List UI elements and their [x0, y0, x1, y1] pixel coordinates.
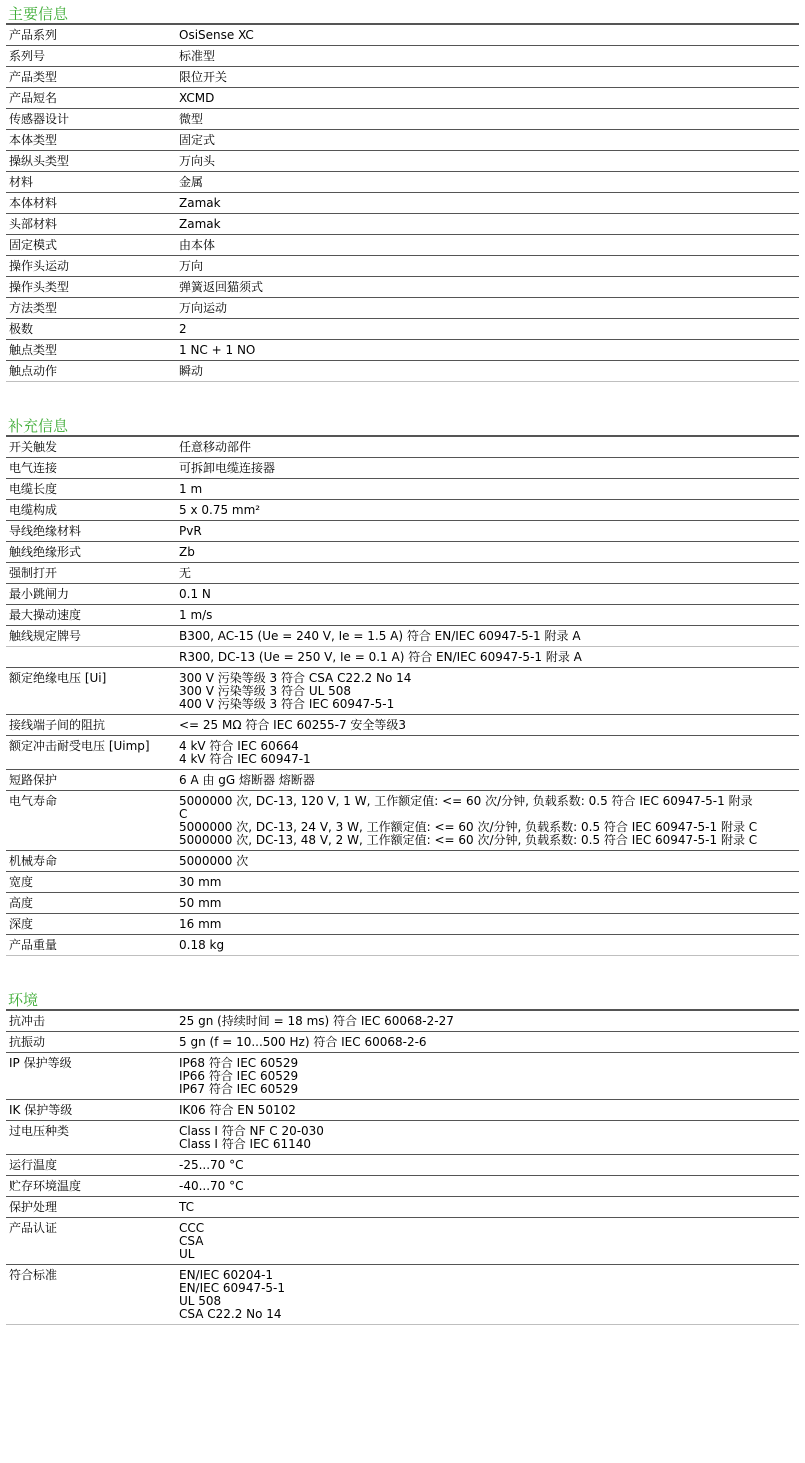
- spec-value: [177, 458, 799, 479]
- spec-value-line: 万向: [179, 259, 204, 273]
- spec-label: 强制打开: [6, 563, 177, 584]
- spec-value-line: 5000000 次, DC-13, 48 V, 2 W, 工作额定值: <= 60 次/分钟, 负载系数: 0.5 符合 IEC 60947-5-1 附录 C: [179, 833, 758, 847]
- spec-row: [6, 1265, 799, 1325]
- spec-value: [177, 46, 799, 67]
- spec-value-line: 300 V 污染等级 3 符合 CSA C22.2 No 14: [179, 671, 412, 685]
- spec-label: 开关触发: [6, 437, 177, 458]
- spec-label: 抗冲击: [6, 1011, 177, 1032]
- spec-value-line: 万向运动: [179, 301, 228, 315]
- spec-value-line: -25...70 °C: [179, 1158, 244, 1172]
- spec-label: 符合标准: [6, 1265, 177, 1325]
- spec-value: [177, 500, 799, 521]
- spec-value: [177, 1197, 799, 1218]
- spec-value-line: EN/IEC 60947-5-1: [179, 1281, 286, 1295]
- spec-label: 操作头类型: [6, 277, 177, 298]
- spec-label: 额定冲击耐受电压 [Uimp]: [6, 736, 177, 770]
- spec-value-line: 400 V 污染等级 3 符合 IEC 60947-5-1: [179, 697, 395, 711]
- spec-row: [6, 914, 799, 935]
- spec-value: [177, 340, 799, 361]
- spec-label: 保护处理: [6, 1197, 177, 1218]
- spec-row: [6, 277, 799, 298]
- spec-value: [177, 626, 799, 647]
- spec-value-line: PvR: [179, 524, 202, 538]
- spec-label: 产品类型: [6, 67, 177, 88]
- spec-row: [6, 626, 799, 647]
- spec-row: [6, 872, 799, 893]
- spec-label: 传感器设计: [6, 109, 177, 130]
- spec-row: [6, 584, 799, 605]
- spec-row: [6, 319, 799, 340]
- spec-label: 触点类型: [6, 340, 177, 361]
- section-title: 环境: [6, 992, 799, 1011]
- spec-value-line: 1 NC + 1 NO: [179, 343, 256, 357]
- spec-value-line: CSA: [179, 1234, 204, 1248]
- spec-label: 头部材料: [6, 214, 177, 235]
- spec-value-line: Zamak: [179, 217, 221, 231]
- spec-value: [177, 256, 799, 277]
- spec-value: [177, 193, 799, 214]
- spec-value-line: CCC: [179, 1221, 205, 1235]
- spec-row: [6, 1100, 799, 1121]
- spec-table: [6, 437, 799, 956]
- spec-value-line: UL: [179, 1247, 195, 1261]
- spec-value: [177, 605, 799, 626]
- spec-label: 导线绝缘材料: [6, 521, 177, 542]
- spec-value: [177, 235, 799, 256]
- spec-value-line: R300, DC-13 (Ue = 250 V, Ie = 0.1 A) 符合 EN/IEC 60947-5-1 附录 A: [179, 650, 582, 664]
- spec-value: [177, 298, 799, 319]
- spec-value-line: Class I 符合 NF C 20-030: [179, 1124, 324, 1138]
- spec-label: [6, 647, 177, 668]
- spec-value-line: EN/IEC 60204-1: [179, 1268, 274, 1282]
- spec-value-line: 0.18 kg: [179, 938, 225, 952]
- spec-value: [177, 668, 799, 715]
- spec-value: [177, 1011, 799, 1032]
- spec-label: 极数: [6, 319, 177, 340]
- spec-label: 最小跳闸力: [6, 584, 177, 605]
- spec-row: [6, 1197, 799, 1218]
- spec-row: [6, 1121, 799, 1155]
- spec-value: [177, 1100, 799, 1121]
- spec-value-line: 6 A 由 gG 熔断器 熔断器: [179, 773, 315, 787]
- spec-row: [6, 88, 799, 109]
- spec-value: [177, 214, 799, 235]
- spec-row: [6, 298, 799, 319]
- spec-value: [177, 1053, 799, 1100]
- spec-value: [177, 1265, 799, 1325]
- spec-row: [6, 1218, 799, 1265]
- spec-row: [6, 361, 799, 382]
- spec-row: [6, 256, 799, 277]
- spec-label: 高度: [6, 893, 177, 914]
- spec-value: [177, 319, 799, 340]
- spec-value-line: 30 mm: [179, 875, 222, 889]
- spec-value: [177, 1218, 799, 1265]
- spec-label: 系列号: [6, 46, 177, 67]
- spec-label: 本体类型: [6, 130, 177, 151]
- spec-value-line: 限位开关: [179, 70, 228, 84]
- spec-value-line: 5000000 次, DC-13, 24 V, 3 W, 工作额定值: <= 60 次/分钟, 负载系数: 0.5 符合 IEC 60947-5-1 附录 C: [179, 820, 758, 834]
- spec-value-line: TC: [179, 1200, 195, 1214]
- spec-value: [177, 25, 799, 46]
- section-gap: [6, 382, 799, 418]
- spec-row: [6, 668, 799, 715]
- spec-label: 本体材料: [6, 193, 177, 214]
- spec-label: 电气连接: [6, 458, 177, 479]
- spec-value: [177, 715, 799, 736]
- spec-value: [177, 584, 799, 605]
- spec-label: 电缆构成: [6, 500, 177, 521]
- spec-row: [6, 500, 799, 521]
- spec-value: [177, 542, 799, 563]
- spec-row: [6, 542, 799, 563]
- spec-label: 过电压种类: [6, 1121, 177, 1155]
- spec-label: 触线规定牌号: [6, 626, 177, 647]
- spec-row: [6, 1155, 799, 1176]
- spec-value-line: 5000000 次, DC-13, 120 V, 1 W, 工作额定值: <= 60 次/分钟, 负载系数: 0.5 符合 IEC 60947-5-1 附录: [179, 794, 753, 808]
- spec-value-line: 标准型: [179, 49, 216, 63]
- spec-value-line: 瞬动: [179, 364, 204, 378]
- spec-value-line: 金属: [179, 175, 204, 189]
- spec-value: [177, 770, 799, 791]
- spec-row: [6, 1011, 799, 1032]
- spec-value: [177, 914, 799, 935]
- spec-label: IK 保护等级: [6, 1100, 177, 1121]
- spec-value-line: B300, AC-15 (Ue = 240 V, Ie = 1.5 A) 符合 EN/IEC 60947-5-1 附录 A: [179, 629, 581, 643]
- spec-row: [6, 214, 799, 235]
- spec-row: [6, 151, 799, 172]
- spec-label: 产品认证: [6, 1218, 177, 1265]
- spec-value-line: IP67 符合 IEC 60529: [179, 1082, 299, 1096]
- spec-label: 电气寿命: [6, 791, 177, 851]
- spec-value: [177, 521, 799, 542]
- spec-value-line: CSA C22.2 No 14: [179, 1307, 282, 1321]
- spec-value-line: Class I 符合 IEC 61140: [179, 1137, 312, 1151]
- spec-value: [177, 88, 799, 109]
- spec-label: 机械寿命: [6, 851, 177, 872]
- spec-label: 操作头运动: [6, 256, 177, 277]
- spec-value: [177, 893, 799, 914]
- spec-row: [6, 935, 799, 956]
- spec-value: [177, 109, 799, 130]
- spec-row: [6, 521, 799, 542]
- spec-label: IP 保护等级: [6, 1053, 177, 1100]
- spec-value-line: 无: [179, 566, 192, 580]
- spec-value-line: Zamak: [179, 196, 221, 210]
- spec-value-line: IP66 符合 IEC 60529: [179, 1069, 299, 1083]
- spec-label: 固定模式: [6, 235, 177, 256]
- spec-label: 接线端子间的阻抗: [6, 715, 177, 736]
- section-title: 补充信息: [6, 418, 799, 437]
- spec-value-line: 50 mm: [179, 896, 222, 910]
- spec-label: 操纵头类型: [6, 151, 177, 172]
- spec-value-line: C: [179, 807, 188, 821]
- spec-row: [6, 109, 799, 130]
- spec-label: 产品系列: [6, 25, 177, 46]
- spec-value: [177, 872, 799, 893]
- spec-row: [6, 563, 799, 584]
- spec-value-line: 万向头: [179, 154, 216, 168]
- section-environment: [6, 992, 799, 1325]
- spec-label: 宽度: [6, 872, 177, 893]
- spec-label: 额定绝缘电压 [Ui]: [6, 668, 177, 715]
- spec-label: 贮存环境温度: [6, 1176, 177, 1197]
- spec-value-line: 微型: [179, 112, 204, 126]
- spec-value-line: 固定式: [179, 133, 216, 147]
- spec-value-line: 5 gn (f = 10...500 Hz) 符合 IEC 60068-2-6: [179, 1035, 427, 1049]
- spec-value-line: OsiSense XC: [179, 28, 254, 42]
- spec-value-line: 任意移动部件: [179, 440, 252, 454]
- spec-label: 产品重量: [6, 935, 177, 956]
- spec-value-line: 1 m: [179, 482, 203, 496]
- spec-label: 抗振动: [6, 1032, 177, 1053]
- spec-value: [177, 479, 799, 500]
- spec-value-line: 可拆卸电缆连接器: [179, 461, 276, 475]
- spec-value-line: UL 508: [179, 1294, 222, 1308]
- section-gap: [6, 956, 799, 992]
- spec-row: [6, 1032, 799, 1053]
- spec-row: [6, 1176, 799, 1197]
- spec-value: [177, 361, 799, 382]
- spec-value-line: 25 gn (持续时间 = 18 ms) 符合 IEC 60068-2-27: [179, 1014, 454, 1028]
- spec-value: [177, 736, 799, 770]
- spec-row: [6, 193, 799, 214]
- spec-table: [6, 25, 799, 382]
- spec-value: [177, 1155, 799, 1176]
- spec-value-line: 0.1 N: [179, 587, 211, 601]
- spec-label: 触点动作: [6, 361, 177, 382]
- spec-value-line: <= 25 MΩ 符合 IEC 60255-7 安全等级3: [179, 718, 407, 732]
- spec-row: [6, 893, 799, 914]
- spec-label: 最大操动速度: [6, 605, 177, 626]
- spec-value: [177, 935, 799, 956]
- spec-value-line: 5000000 次: [179, 854, 249, 868]
- spec-value-line: Zb: [179, 545, 195, 559]
- spec-row: [6, 67, 799, 88]
- spec-value: [177, 791, 799, 851]
- spec-row: [6, 851, 799, 872]
- section-supplementary-info: [6, 418, 799, 956]
- section-main-info: [6, 6, 799, 382]
- spec-value: [177, 277, 799, 298]
- spec-row: [6, 25, 799, 46]
- spec-row: [6, 647, 799, 668]
- spec-value-line: 弹簧返回猫须式: [179, 280, 264, 294]
- spec-value: [177, 1032, 799, 1053]
- spec-value: [177, 563, 799, 584]
- spec-value: [177, 67, 799, 88]
- spec-value-line: 5 x 0.75 mm²: [179, 503, 261, 517]
- spec-row: [6, 736, 799, 770]
- spec-label: 产品短名: [6, 88, 177, 109]
- spec-row: [6, 458, 799, 479]
- spec-value-line: IP68 符合 IEC 60529: [179, 1056, 299, 1070]
- spec-label: 短路保护: [6, 770, 177, 791]
- spec-value: [177, 172, 799, 193]
- spec-value-line: -40...70 °C: [179, 1179, 244, 1193]
- spec-value-line: 4 kV 符合 IEC 60947-1: [179, 752, 311, 766]
- spec-row: [6, 715, 799, 736]
- spec-row: [6, 605, 799, 626]
- spec-value-line: XCMD: [179, 91, 215, 105]
- spec-value-line: 2: [179, 322, 187, 336]
- spec-row: [6, 130, 799, 151]
- spec-row: [6, 340, 799, 361]
- spec-value-line: 16 mm: [179, 917, 222, 931]
- spec-row: [6, 479, 799, 500]
- spec-value-line: 4 kV 符合 IEC 60664: [179, 739, 299, 753]
- spec-table: [6, 1011, 799, 1325]
- spec-value-line: 1 m/s: [179, 608, 213, 622]
- spec-row: [6, 46, 799, 67]
- spec-row: [6, 770, 799, 791]
- spec-label: 深度: [6, 914, 177, 935]
- spec-label: 运行温度: [6, 1155, 177, 1176]
- spec-value: [177, 851, 799, 872]
- spec-value: [177, 437, 799, 458]
- spec-row: [6, 235, 799, 256]
- spec-label: 材料: [6, 172, 177, 193]
- spec-value-line: 300 V 污染等级 3 符合 UL 508: [179, 684, 352, 698]
- spec-value: [177, 151, 799, 172]
- section-title: 主要信息: [6, 6, 799, 25]
- spec-label: 电缆长度: [6, 479, 177, 500]
- spec-value: [177, 130, 799, 151]
- spec-value-line: 由本体: [179, 238, 216, 252]
- spec-value: [177, 1176, 799, 1197]
- spec-label: 方法类型: [6, 298, 177, 319]
- spec-row: [6, 1053, 799, 1100]
- spec-value: [177, 1121, 799, 1155]
- spec-row: [6, 172, 799, 193]
- spec-row: [6, 791, 799, 851]
- spec-value-line: IK06 符合 EN 50102: [179, 1103, 296, 1117]
- spec-label: 触线绝缘形式: [6, 542, 177, 563]
- spec-row: [6, 437, 799, 458]
- spec-value: [177, 647, 799, 668]
